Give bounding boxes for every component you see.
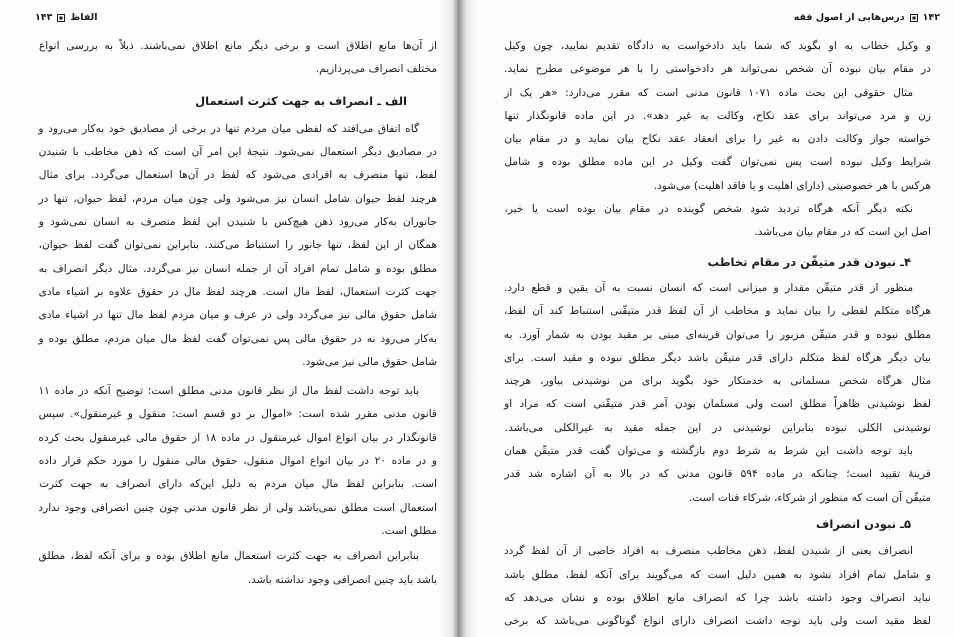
running-header bbox=[794, 10, 940, 26]
text-line: جهت کثرت استعمال، لفظ مال است. هرچند لفظ مال در حقوق علاوه بر اشیاء مادی bbox=[38, 285, 437, 298]
left-page bbox=[0, 0, 458, 637]
text-line: شامل حقوق مالی نیز می‌گردد ولی در عرف و میان مردم لفظ مال تنها در اشیاء مادی bbox=[38, 309, 437, 322]
paragraph bbox=[503, 540, 931, 633]
text-line: مطلق است. bbox=[381, 524, 437, 537]
text-line: نوشیدنی الکلی نبوده بنابراین نوشیدنی در این جمله مقید به غیرالکلی می‌باشد. bbox=[504, 421, 931, 434]
running-header bbox=[35, 10, 98, 26]
text-line: منظور از قدر متیقّن مقدار و میزانی است که انسان نسبت به آن یقین و قطع دارد. bbox=[504, 281, 913, 294]
text-line: لفظ، تنها منصرف به افرادی می‌شود که لفظ در آن‌ها استعمال می‌گردد. برای مثال bbox=[38, 169, 437, 182]
text-line: در مقام بیان نبوده آن شخص نمی‌تواند هر دادخواستی را با هر موضوعی مطرح نماید. bbox=[504, 63, 931, 76]
text-line: باید توجه داشت لفظ مال از نظر قانون مدنی مطلق است؛ توضیح آنکه در ماده ۱۱ bbox=[38, 385, 419, 398]
paragraph bbox=[38, 35, 437, 82]
text-line: و شامل تمام افراد نشود به همین دلیل است که می‌گویند برای آنکه لفظ، مطلق باشد bbox=[504, 568, 931, 581]
section-heading: الف ـ انصراف به جهت کثرت استعمال bbox=[195, 93, 407, 108]
text-line: در مصادیق دیگر استعمال نمی‌شود. نتیجهٔ این امر آن است که ذهن مخاطب با شنیدن bbox=[38, 146, 437, 159]
text-line: و در ماده ۲۰ در بیان انواع اموال منقول، حقوق مالی منقول را مورد حکم قرار داده bbox=[38, 455, 437, 468]
paragraph bbox=[38, 380, 437, 543]
text-line: قانونگذار در بیان انواع اموال غیرمنقول در ماده ۱۸ از حقوق مالی غیرمنقول بحث کرده bbox=[38, 431, 437, 444]
text-line: از آن‌ها مانع اطلاق است و برخی دیگر مانع اطلاق نمی‌باشند. ذیلاً به بررسی انواع bbox=[38, 40, 437, 52]
page-number: ۱۴۲ bbox=[922, 12, 940, 23]
left-page-text-column bbox=[38, 35, 437, 592]
text-line: قرینهٔ تقیید است؛ چنانکه در ماده ۵۹۴ قانون مدنی که در بالا به آن اشاره شد قدر bbox=[504, 468, 931, 481]
text-line: خواسته جواز وکالت دادن به غیر را برای انعقاد عقد نکاح بیان نماید و در مقام بیان bbox=[504, 133, 931, 146]
paragraph bbox=[38, 118, 437, 374]
header-separator-icon bbox=[57, 14, 65, 22]
text-line: هرکس با هر خصوصیتی (دارای اهلیت و یا فاقد اهلیت) می‌شود. bbox=[653, 179, 931, 192]
text-line: مطلق نبوده و قدر متیقّن مزبور را می‌توان قرینه‌ای مبنی بر مقید بودن به شمار آورد. به bbox=[503, 328, 931, 341]
page-number: ۱۴۳ bbox=[35, 12, 53, 23]
text-line: شرایط وکیل نبوده است پس نمی‌توان گفت وکیل در این ماده مطلق بوده و شامل bbox=[504, 156, 931, 169]
text-line: استعمال است مطلق نمی‌باشد ولی از نظر قانون مدنی چون چنین انصرافی وجود ندارد bbox=[38, 501, 437, 514]
paragraph bbox=[503, 82, 931, 198]
paragraph bbox=[503, 198, 931, 245]
text-line: لفظ نوشیدنی ظاهراً مطلق است ولی مسلمان بودن آمر قدر متیقّنی است که مراد او bbox=[504, 398, 931, 411]
text-line: و وکیل خطاب به او بگوید که شما باید دادخواست به دادگاه تقدیم نمایید، چون وکیل bbox=[504, 40, 931, 52]
text-line: مثال هرگاه شخص مسلمانی به خدمتکار خود بگوید برای من نوشیدنی بیاور، هرچند bbox=[504, 375, 931, 388]
text-line: نکته دیگر آنکه هرگاه تردید شود شخص گوینده در مقام بیان بوده است یا خیر، bbox=[504, 203, 913, 216]
text-line: بیان دیگر هرگاه لفظ متکلم دارای قدر متیقّن باشد دیگر مطلق نبوده و مقید است. برای bbox=[503, 351, 931, 364]
text-line: نباید انصراف وجود داشته باشد چرا که انصراف مانع اطلاق بوده و نشان می‌دهد که bbox=[504, 591, 931, 604]
right-page bbox=[466, 0, 954, 637]
running-title: الفاظ bbox=[70, 12, 98, 23]
text-line: لفظ مقید است ولی باید توجه داشت انصراف دارای انواع گوناگونی می‌باشد که برخی bbox=[504, 615, 931, 628]
text-line: مثال حقوقی این بحث ماده ۱۰۷۱ قانون مدنی است که مقرر می‌دارد: «هر یک از bbox=[504, 86, 913, 99]
right-page-text-column bbox=[503, 35, 931, 633]
book-gutter-shadow bbox=[440, 0, 480, 637]
text-line: جانوران به‌کار می‌رود ذهن هیچ‌کس با شنیدن این لفظ منصرف به انسان نمی‌شود و bbox=[38, 216, 437, 229]
text-line: مطلق بوده و شامل تمام افراد آن از جمله انسان نیز می‌گردد. مثال دیگر انصراف به bbox=[38, 262, 437, 275]
text-line: زن و مرد می‌تواند برای عقد نکاح، وکالت به غیر دهد». در این ماده قانونگذار تنها bbox=[504, 109, 931, 122]
text-line: همگان از این لفظ، تنها جانور را استنباط می‌کنند. بنابراین نمی‌توان گفت لفظ حیوان، bbox=[38, 239, 437, 252]
paragraph bbox=[38, 545, 437, 592]
text-line: قانون مدنی مقرر شده است: «اموال بر دو قسم است: منقول و غیرمنقول». سپس bbox=[38, 408, 437, 421]
paragraph bbox=[503, 277, 931, 440]
text-line: باید توجه داشت این شرط به شرط دوم بازگشته و می‌توان گفت قدر متیقّن همان bbox=[504, 445, 913, 458]
paragraph bbox=[503, 35, 931, 82]
paragraph bbox=[503, 440, 931, 510]
text-line: شامل حقوق مالی نیز می‌شود. bbox=[302, 355, 437, 368]
section-heading: ۴ـ نبودن قدر متیقّن در مقام تخاطب bbox=[707, 254, 911, 269]
header-separator-icon bbox=[910, 14, 918, 22]
text-line: مختلف انصراف می‌پردازیم. bbox=[315, 63, 437, 76]
text-line: باشد باید چنین انصرافی وجود نداشته باشد. bbox=[247, 573, 437, 586]
text-line: انصراف یعنی از شنیدن لفظ، ذهن مخاطب منصرف به افراد خاصی از آن لفظ گردد bbox=[503, 545, 913, 558]
running-title: درس‌هایی از اصول فقه bbox=[793, 12, 905, 23]
text-line: است. بنابراین لفظ مال میان مردم به دلیل این‌که دارای انصراف به جهت کثرت bbox=[39, 478, 437, 491]
text-line: بنابراین انصراف به جهت کثرت استعمال مانع اطلاق بوده و برای آنکه لفظ، مطلق bbox=[38, 550, 419, 563]
text-line: هرچند لفظ حیوان شامل انسان نیز می‌شود ولی چون میان مردم، لفظ حیوان، تنها در bbox=[38, 192, 437, 205]
section-heading: ۵ـ نبودن انصراف bbox=[816, 516, 911, 531]
text-line: اصل این است که در مقام بیان می‌باشد. bbox=[754, 226, 931, 239]
text-line: متیقّن آن است که منظور از شرکاء، شرکاء قنات است. bbox=[688, 491, 931, 504]
text-line: به‌کار می‌رود نه در حقوق مالی پس نمی‌توان گفت لفظ مال میان مردم، مطلق بوده و bbox=[38, 332, 437, 345]
text-line: گاه اتفاق می‌افتد که لفظی میان مردم تنها در برخی از مصادیق خود به‌کار می‌رود و bbox=[38, 122, 419, 135]
text-line: هرگاه متکلم لفظی را بیان نماید و مخاطب از آن لفظ قدر متیقّنی استنباط کند آن لفظ، bbox=[503, 305, 931, 318]
